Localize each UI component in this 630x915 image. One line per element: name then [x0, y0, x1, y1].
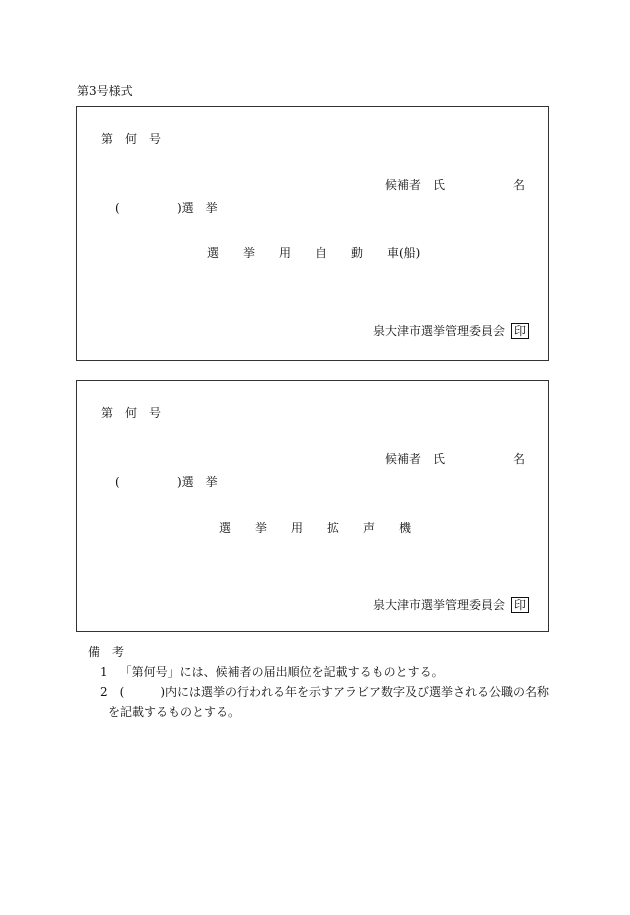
seal-stamp: 印	[511, 323, 529, 339]
election-label: )選 挙	[177, 201, 218, 215]
note-text: 「第何号」には、候補者の届出順位を記載するものとする。	[119, 665, 444, 679]
note-item-2	[100, 686, 549, 698]
candidate-name-label: 名	[513, 178, 526, 192]
issuer	[373, 323, 529, 339]
note-text: ( )内には選挙の行われる年を示すアラビア数字及び選挙される公職の名称	[119, 685, 550, 699]
issuer	[373, 597, 529, 613]
election-left-paren: (	[115, 201, 120, 215]
candidate-label: 候補者 氏	[385, 178, 446, 192]
item-label: 選 挙 用 自 動 車(船)	[207, 246, 421, 260]
card-vehicle	[76, 106, 549, 361]
issuer-name: 泉大津市選挙管理委員会	[373, 324, 506, 338]
note-item-2-continuation: を記載するものとする。	[108, 705, 241, 719]
candidate-label: 候補者 氏	[385, 452, 446, 466]
card-number-label: 第 何 号	[101, 406, 162, 420]
card-loudspeaker	[76, 380, 549, 632]
notes-heading: 備 考	[88, 645, 125, 659]
card-number-label: 第 何 号	[101, 132, 162, 146]
seal-stamp: 印	[511, 597, 529, 613]
election-label: )選 挙	[177, 475, 218, 489]
issuer-name: 泉大津市選挙管理委員会	[373, 598, 506, 612]
note-item-1	[100, 666, 444, 678]
note-number: 2	[100, 685, 108, 699]
election-left-paren: (	[115, 475, 120, 489]
candidate-name-label: 名	[513, 452, 526, 466]
item-label: 選 挙 用 拡 声 機	[219, 521, 412, 535]
form-number: 第3号様式	[77, 84, 133, 98]
note-number: 1	[100, 665, 108, 679]
